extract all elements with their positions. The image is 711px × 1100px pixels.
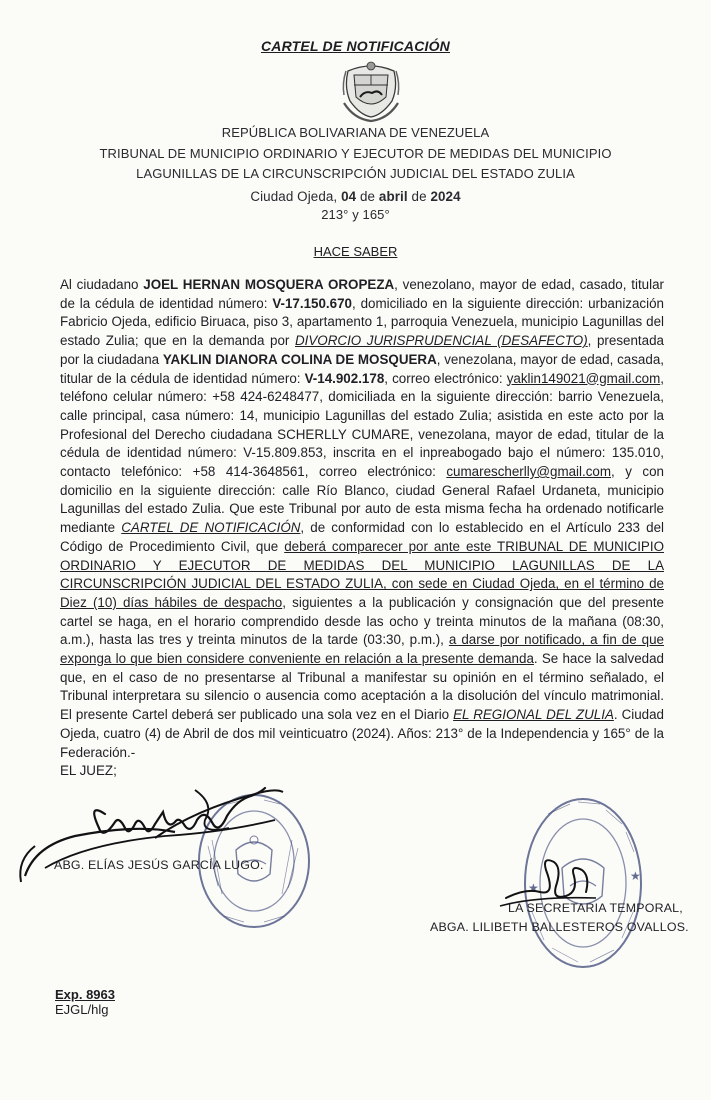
svg-text:★: ★	[630, 869, 641, 883]
secretary-name: ABGA. LILIBETH BALLESTEROS OVALLOS.	[430, 920, 689, 934]
file-reference	[55, 987, 115, 1017]
expediente-number: Exp. 8963	[55, 987, 115, 1002]
header-years: 213° y 165°	[321, 207, 390, 222]
header-tribunal-line2: LAGUNILLAS DE LA CIRCUNSCRIPCIÓN JUDICIAL DEL ESTADO ZULIA	[136, 166, 575, 181]
judge-label: EL JUEZ;	[60, 763, 117, 779]
svg-text:★: ★	[528, 881, 539, 895]
header-date: Ciudad Ojeda, 04 de abril de 2024	[250, 189, 461, 204]
header-republic: REPÚBLICA BOLIVARIANA DE VENEZUELA	[221, 125, 490, 140]
secretary-title: LA SECRETARIA TEMPORAL,	[508, 901, 683, 915]
notice-body	[60, 276, 664, 781]
initials: EJGL/hlg	[55, 1002, 109, 1017]
notice-paragraph: Al ciudadano JOEL HERNAN MOSQUERA OROPEZA, venezolano, mayor de edad, casado, titular de la cédula de identidad número: V-17.150.670, domiciliado en la siguiente dirección: urbanización Fabricio Ojeda, edificio Biruaca, piso 3, apartamento 1, parroquia Venezuela, municipio Lagunillas del estado Zulia; que en la demanda por DIVORCIO JURISPRUDENCIAL (DESAFECTO), presentada por la ciudadana YAKLIN DIANORA COLINA DE MOSQUERA, venezolana, mayor de edad, casada, titular de la cédula de identidad número: V-14.902.178, correo electrónico: yaklin149021@gmail.com, teléfono celular número: +58 424-6248477, domiciliada en la siguiente dirección: barrio Venezuela, calle principal, casa número: 14, municipio Lagunillas del estado Zulia; asistida en este acto por la Profesional del Derecho ciudadana SCHERLLY CUMARE, venezolana, mayor de edad, titular de la cédula de identidad número: V-15.809.853, inscrita en el inpreabogado bajo el número: 135.010, contacto telefónico: +58 414-3648561, correo electrónico: cumarescherlly@gmail.com, y con domicilio en la siguiente dirección: calle Río Blanco, ciudad General Rafael Urdaneta, municipio Lagunillas del estado Zulia. Que este Tribunal por auto de esta misma fecha ha ordenado notificarle mediante CARTEL DE NOTIFICACIÓN, de conformidad con lo establecido en el Artículo 233 del Código de Procedimiento Civil, que deberá comparecer por ante este TRIBUNAL DE MUNICIPIO ORDINARIO Y EJECUTOR DE MEDIDAS DEL MUNICIPIO LAGUNILLAS DE LA CIRCUNSCRIPCIÓN JUDICIAL DEL ESTADO ZULIA, con sede en Ciudad Ojeda, en el término de Diez (10) días hábiles de despacho, siguientes a la publicación y consignación que del presente cartel se haga, en el horario comprendido desde las ocho y treinta minutos de la mañana (08:30, a.m.), hasta las tres y treinta minutos de la tarde (03:30, p.m.), a darse por notificado, a fin de que exponga lo que bien considere conveniente en relación a la presente demanda. Se hace la salvedad que, en el caso de no presentarse al Tribunal a manifestar su opinión en el término señalado, el Tribunal interpretara su silencio o ausencia como aceptación a la disolución del vínculo matrimonial. El presente Cartel deberá ser publicado una sola vez en el Diario EL REGIONAL DEL ZULIA. Ciudad Ojeda, cuatro (4) de Abril de dos mil veinticuatro (2024). Años: 213° de la Independencia y 165° de la Federación.-	[60, 277, 665, 760]
judge-name: ABG. ELÍAS JESÚS GARCÍA LUGO.	[54, 858, 264, 872]
hace-saber-heading: HACE SABER	[313, 244, 398, 259]
coat-of-arms-icon	[340, 57, 402, 123]
document-title: CARTEL DE NOTIFICACIÓN	[261, 38, 450, 54]
header-tribunal-line1: TRIBUNAL DE MUNICIPIO ORDINARIO Y EJECUTOR DE MEDIDAS DEL MUNICIPIO	[99, 146, 612, 161]
